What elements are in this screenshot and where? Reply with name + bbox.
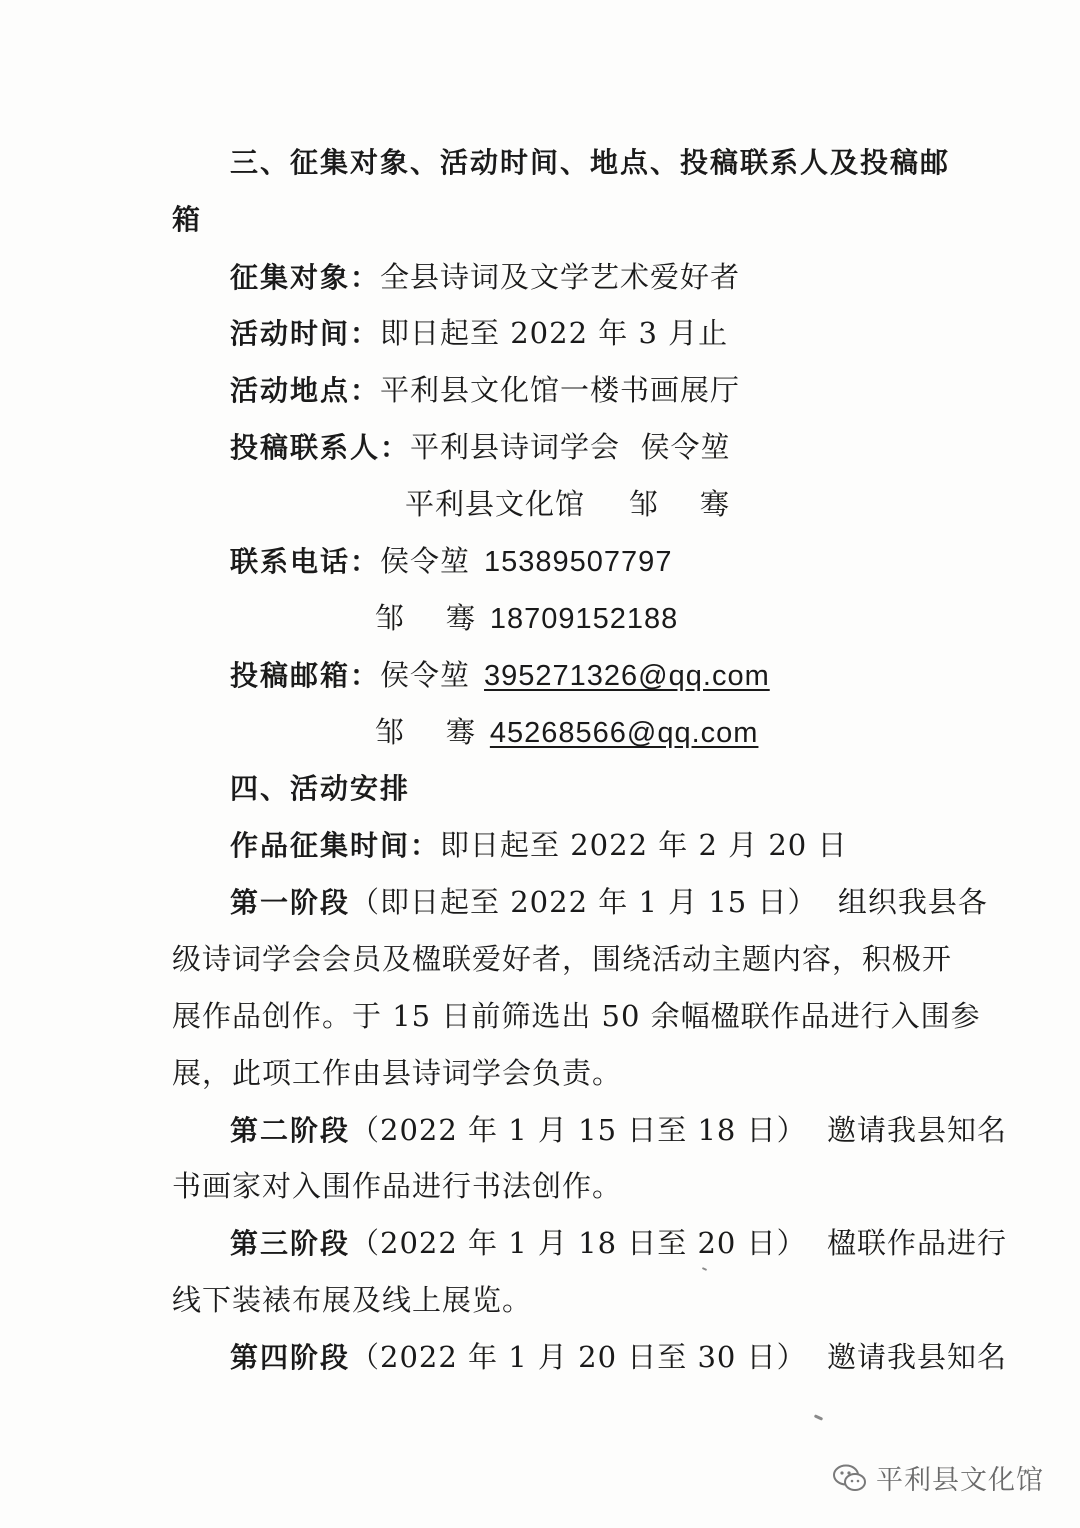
stage3-line2: 线下装裱布展及线上展览。 (172, 1283, 533, 1317)
contact2-row (405, 484, 730, 524)
place-label: 活动地点： (230, 374, 381, 407)
contact1-value: 平利县诗词学会 侯令堃 (410, 430, 731, 464)
email2-name: 邹 骞 (375, 715, 476, 749)
stage3-label: 第三阶段 (230, 1227, 351, 1260)
collect-value: 即日起至 2022 年 2 月 20 日 (440, 828, 848, 862)
phone1-name: 侯令堃 (380, 544, 471, 578)
email2-row (375, 712, 758, 753)
wechat-icon (832, 1463, 868, 1493)
section3-heading-line2: 箱 (172, 203, 203, 236)
email2-link[interactable]: 45268566@qq.com (489, 717, 759, 749)
contact2-name: 邹 骞 (629, 487, 730, 521)
scan-speck (814, 1414, 823, 1421)
collect-label: 作品征集时间： (230, 829, 441, 862)
stage1-text1: （即日起至 2022 年 1 月 15 日） 组织我县各 (350, 885, 988, 919)
stage1-line1 (230, 882, 988, 923)
target-row (230, 257, 740, 298)
email-label: 投稿邮箱： (230, 659, 381, 692)
stage4-text1: （2022 年 1 月 20 日至 30 日） 邀请我县知名 (350, 1340, 1008, 1374)
contact-label: 投稿联系人： (230, 431, 411, 464)
section4-heading: 四、活动安排 (230, 772, 411, 805)
target-value: 全县诗词及文学艺术爱好者 (380, 260, 741, 294)
stage2-text1: （2022 年 1 月 15 日至 18 日） 邀请我县知名 (350, 1113, 1008, 1147)
target-label: 征集对象： (230, 261, 381, 294)
email1-link[interactable]: 395271326@qq.com (484, 660, 770, 692)
contact2-org: 平利县文化馆 (405, 487, 586, 521)
stage4-label: 第四阶段 (230, 1341, 351, 1374)
stage1-line2: 级诗词学会会员及楹联爱好者，围绕活动主题内容，积极开 (172, 942, 953, 976)
contact-row (230, 427, 730, 468)
stage4-line1 (230, 1337, 1007, 1378)
phone1-row (230, 541, 672, 582)
email1-name: 侯令堃 (380, 658, 471, 692)
email1-row (230, 655, 770, 696)
phone2-row (375, 598, 678, 639)
stage2-line2: 书画家对入围作品进行书法创作。 (172, 1169, 623, 1203)
time-value: 即日起至 2022 年 3 月止 (380, 316, 729, 350)
stage1-line3: 展作品创作。于 15 日前筛选出 50 余幅楹联作品进行入围参 (172, 999, 981, 1033)
scan-speck (702, 1267, 707, 1271)
phone1-number: 15389507797 (484, 546, 673, 578)
stage2-line1 (230, 1110, 1007, 1151)
place-value: 平利县文化馆一楼书画展厅 (380, 373, 741, 407)
stage3-line1 (230, 1223, 1007, 1264)
phone2-number: 18709152188 (489, 603, 679, 635)
account-name: 平利县文化馆 (876, 1465, 1044, 1496)
stage2-label: 第二阶段 (230, 1114, 351, 1147)
stage3-text1: （2022 年 1 月 18 日至 20 日） 楹联作品进行 (350, 1226, 1008, 1260)
place-row (230, 370, 740, 411)
phone-label: 联系电话： (230, 545, 381, 578)
collect-row (230, 825, 847, 866)
phone2-name: 邹 骞 (375, 601, 476, 635)
section3-heading-line1: 三、征集对象、活动时间、地点、投稿联系人及投稿邮 (230, 146, 951, 179)
time-row (230, 313, 728, 354)
stage1-line4: 展，此项工作由县诗词学会负责。 (172, 1056, 623, 1090)
stage1-label: 第一阶段 (230, 886, 351, 919)
wechat-account-footer[interactable] (832, 1458, 1044, 1497)
time-label: 活动时间： (230, 317, 381, 350)
